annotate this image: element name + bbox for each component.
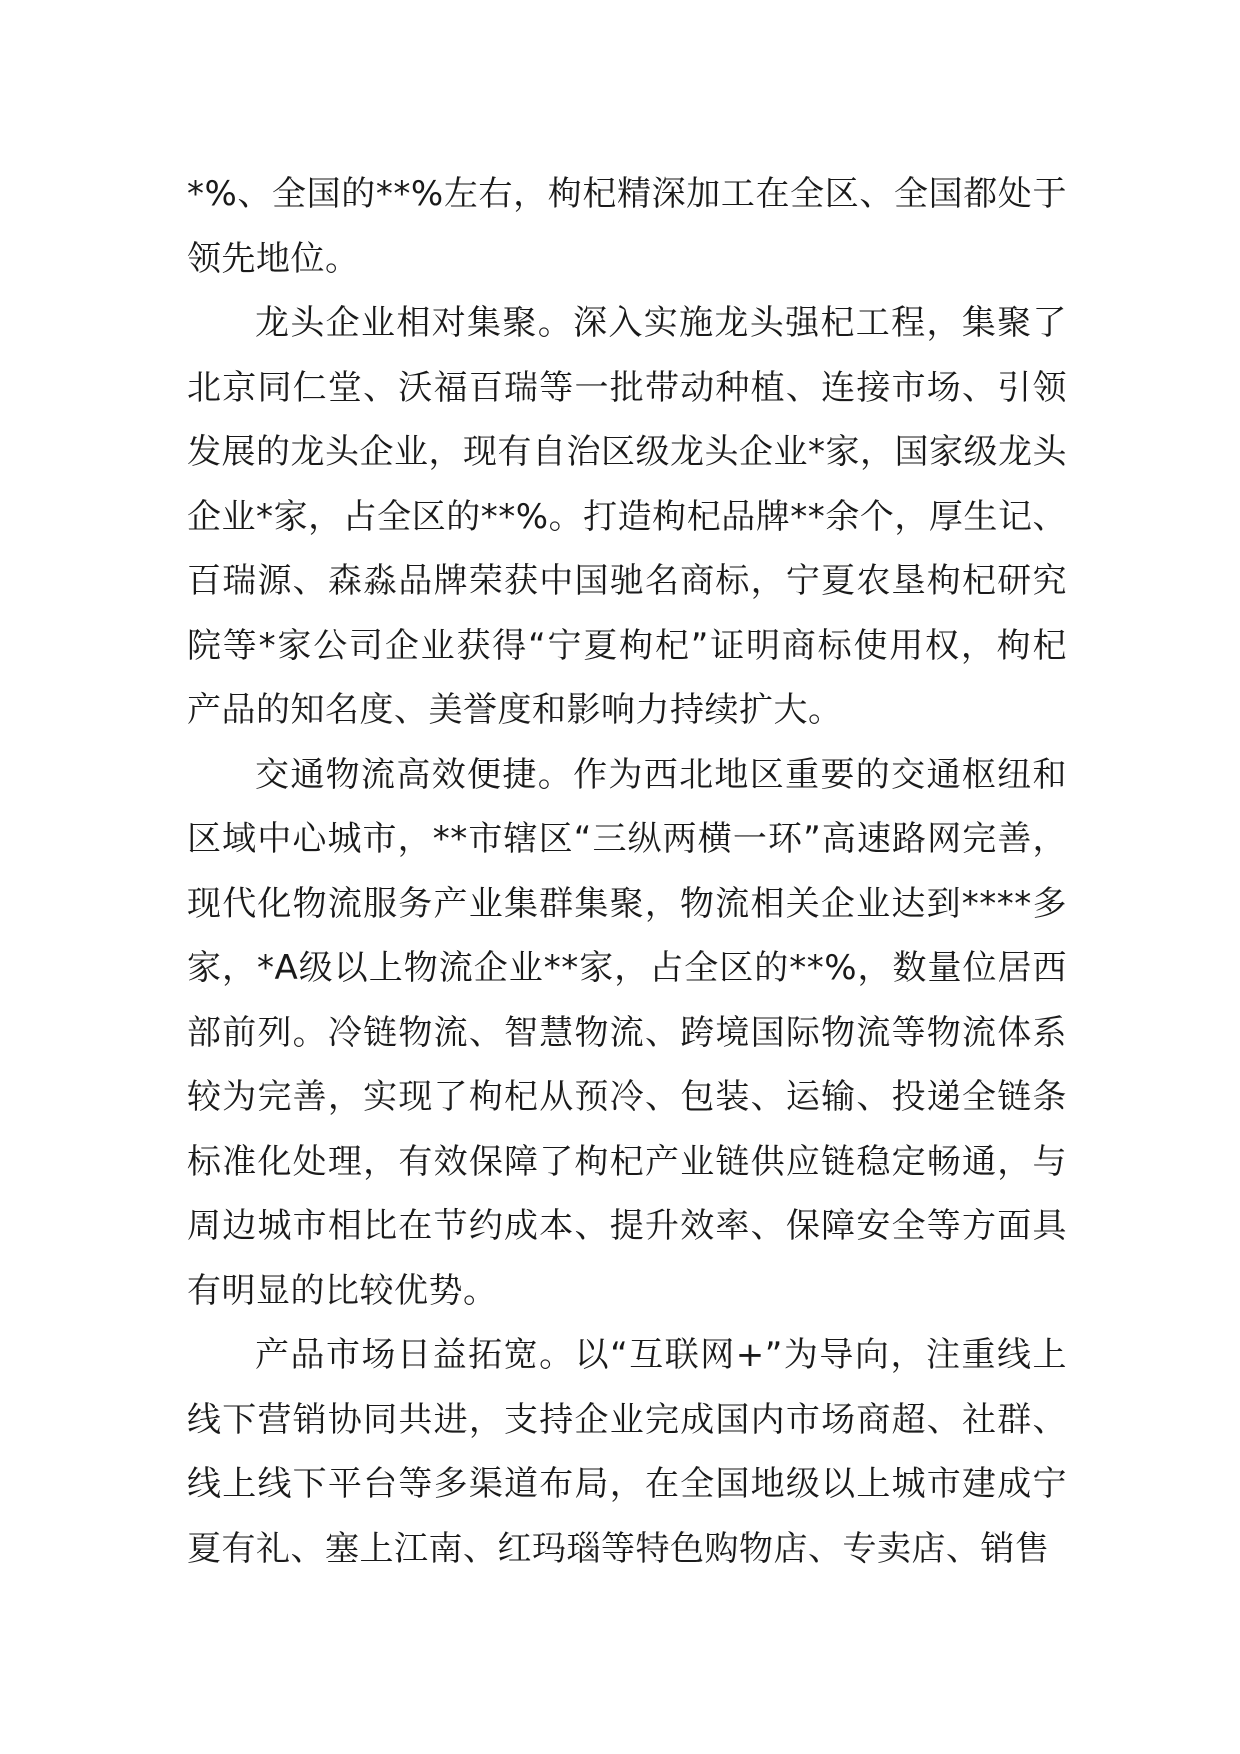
- paragraph-product-market: 产品市场日益拓宽。以“互联网+”为导向，注重线上线下营销协同共进，支持企业完成国内市场商超、社群、线上线下平台等多渠道布局，在全国地级以上城市建成宁夏有礼、塞上江南、红玛瑙等特色购物店、专卖店、销售: [187, 1335, 1067, 1569]
- paragraph-transport-logistics: 交通物流高效便捷。作为西北地区重要的交通枢纽和区域中心城市，**市辖区“三纵两横一环”高速路网完善，现代化物流服务产业集群集聚，物流相关企业达到****多家，*A级以上物流企业**家，占全区的**%，数量位居西部前列。冷链物流、智慧物流、跨境国际物流等物流体系较为完善，实现了枸杞从预冷、包装、运输、投递全链条标准化处理，有效保障了枸杞产业链供应链稳定畅通，与周边城市相比在节约成本、提升效率、保障安全等方面具有明显的比较优势。: [187, 754, 1067, 1311]
- paragraph-leading-enterprises: 龙头企业相对集聚。深入实施龙头强杞工程，集聚了北京同仁堂、沃福百瑞等一批带动种植、连接市场、引领发展的龙头企业，现有自治区级龙头企业*家，国家级龙头企业*家，占全区的**%。打造枸杞品牌**余个，厚生记、百瑞源、森淼品牌荣获中国驰名商标，宁夏农垦枸杞研究院等*家公司企业获得“宁夏枸杞”证明商标使用权，枸杞产品的知名度、美誉度和影响力持续扩大。: [187, 303, 1067, 730]
- document-body: [187, 162, 1067, 1581]
- paragraph-continuation: *%、全国的**%左右，枸杞精深加工在全区、全国都处于领先地位。: [187, 174, 1067, 279]
